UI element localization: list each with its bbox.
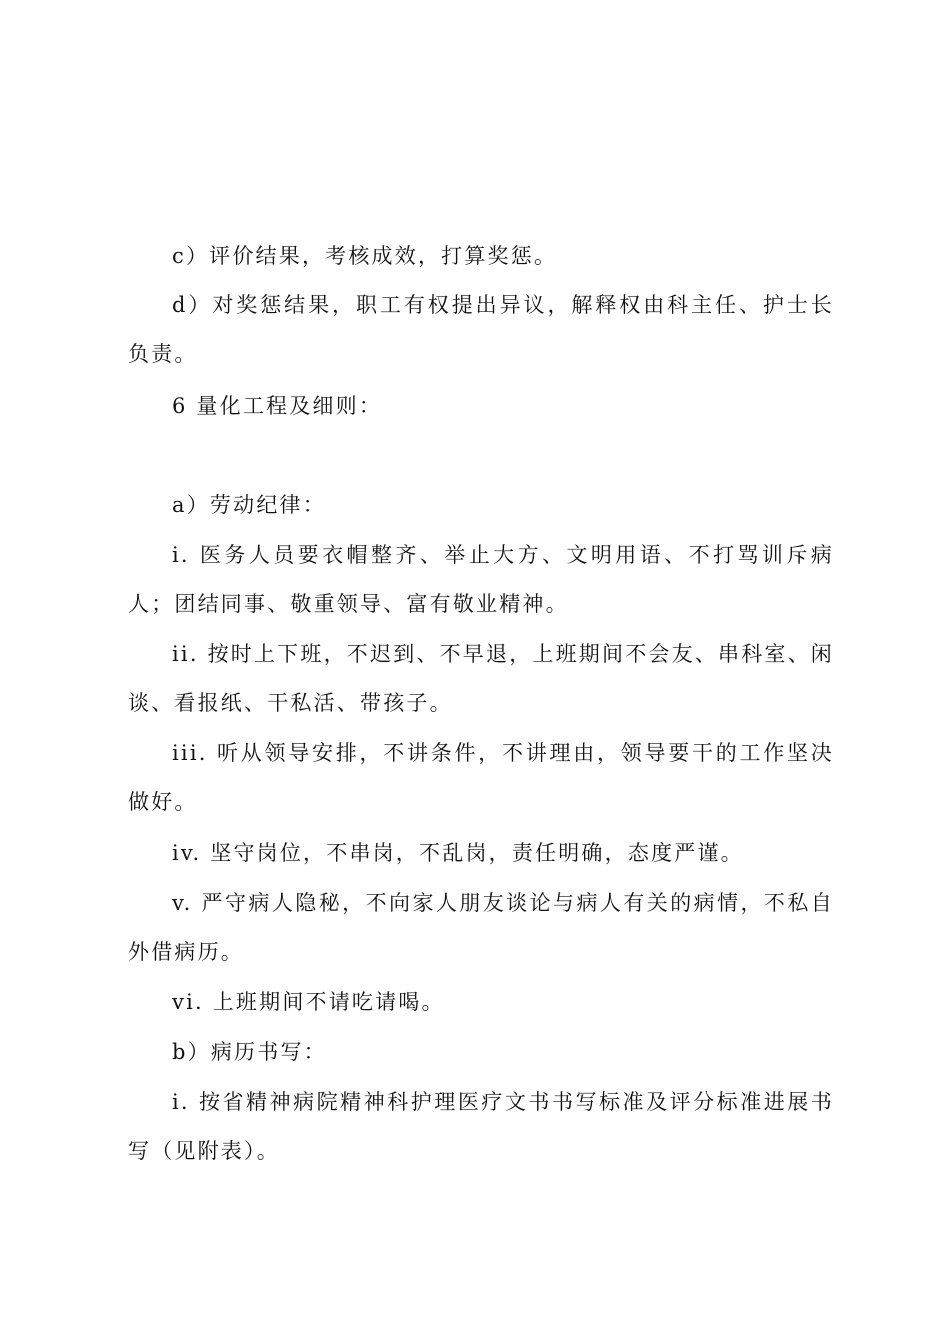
- list-item-v-privacy: v. 严守病人隐秘，不向家人朋友谈论与病人有关的病情，不私自外借病历。: [128, 891, 834, 964]
- list-item-iii-obey: iii. 听从领导安排，不讲条件，不讲理由，领导要干的工作坚决做好。: [128, 741, 834, 814]
- list-item-iv-post: iv. 坚守岗位，不串岗，不乱岗，责任明确，态度严谨。: [172, 841, 744, 865]
- section-heading-quantification: 6 量化工程及细则：: [172, 394, 383, 418]
- paragraph-b-medical-records: b）病历书写：: [172, 1040, 327, 1064]
- list-item-ii-attendance: ii. 按时上下班，不迟到、不早退，上班期间不会友、串科室、闲谈、看报纸、干私活、带孩子。: [128, 642, 834, 715]
- paragraph-d-objection: d）对奖惩结果，职工有权提出异议，解释权由科主任、护士长负责。: [128, 293, 834, 366]
- list-item-vi-no-treats: vi. 上班期间不请吃请喝。: [172, 990, 445, 1014]
- list-item-i-record-writing: i. 按省精神病院精神科护理医疗文书书写标准及评分标准进展书写（见附表）。: [128, 1090, 834, 1163]
- paragraph-a-labor-discipline: a）劳动纪律：: [172, 493, 326, 517]
- list-item-i-conduct: i. 医务人员要衣帽整齐、举止大方、文明用语、不打骂训斥病人；团结同事、敬重领导、富有敬业精神。: [128, 543, 834, 616]
- paragraph-c-evaluation: c）评价结果，考核成效，打算奖惩。: [172, 244, 558, 268]
